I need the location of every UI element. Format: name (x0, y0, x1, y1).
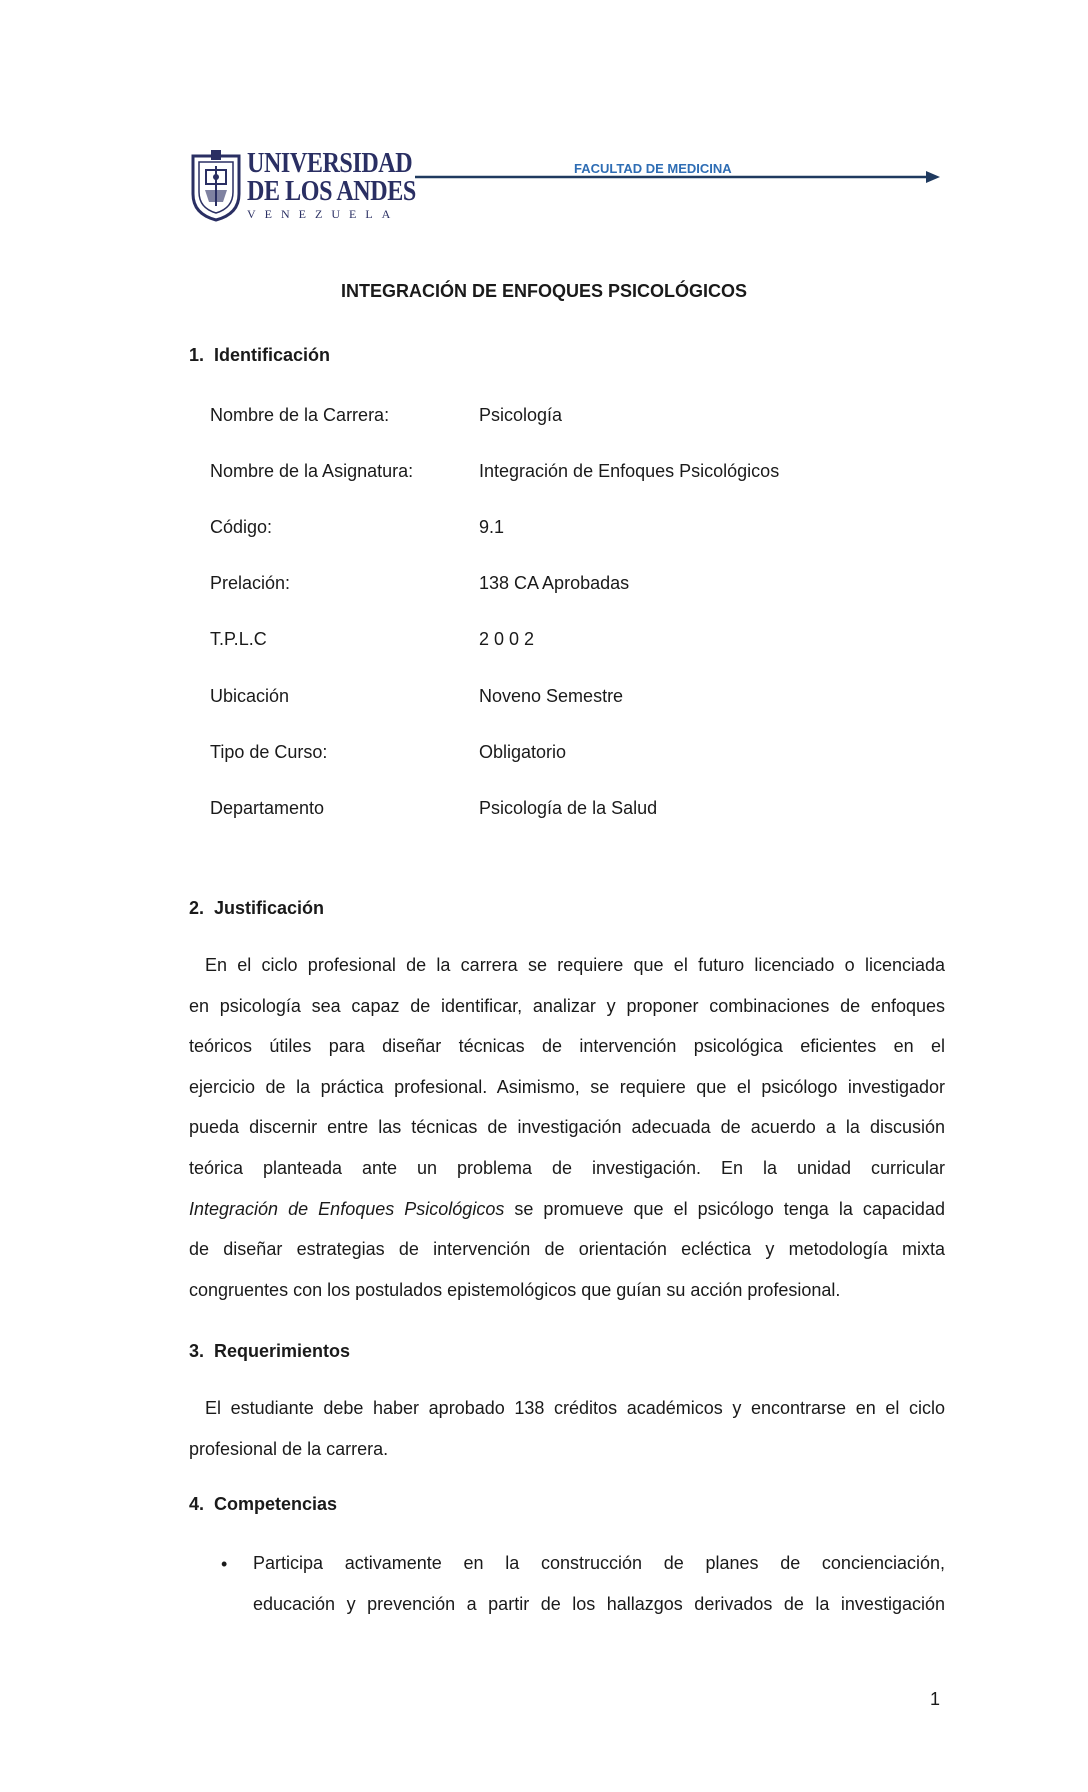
id-value: Noveno Semestre (479, 686, 624, 706)
logo-wordmark-line3: VENEZUELA (247, 207, 400, 221)
paragraph-line (189, 1429, 945, 1470)
paragraph-line (189, 1148, 945, 1189)
line-text: en psicología sea capaz de identificar, analizar y proponer combinaciones de enfoques (189, 995, 945, 1016)
id-label: T.P.L.C (210, 629, 267, 649)
line-text: teórica planteada ante un problema de investigación. En la unidad curricular (189, 1157, 945, 1178)
paragraph-line (189, 945, 945, 986)
page-number: 1 (930, 1689, 941, 1709)
italic-course-name: Integración de Enfoques Psicológicos (189, 1198, 505, 1219)
id-value: 2 0 0 2 (479, 629, 535, 649)
paragraph-line (189, 1026, 945, 1067)
university-logo (189, 148, 416, 224)
section-heading-justification (189, 898, 324, 919)
requirements-paragraph (189, 1388, 945, 1469)
line-text: teóricos útiles para diseñar técnicas de intervención psicológica eficientes en el (189, 1036, 945, 1057)
line-text: congruentes con los postulados epistemológicos que guían su acción profesional. (189, 1279, 841, 1300)
faculty-label: FACULTAD DE MEDICINA (574, 161, 732, 176)
paragraph-line (189, 1229, 945, 1270)
justification-paragraph (189, 945, 945, 1310)
paragraph-line (189, 1107, 945, 1148)
paragraph-line (253, 1543, 945, 1584)
section-number: 2. (189, 898, 205, 918)
line-text: de diseñar estrategias de intervención de orientación ecléctica y metodología mixta (189, 1239, 945, 1260)
logo-wordmark-line2: DE LOS ANDES (247, 176, 416, 207)
paragraph-line (189, 1189, 945, 1230)
paragraph-line (189, 1067, 945, 1108)
id-label: Nombre de la Asignatura: (210, 461, 414, 481)
section-number: 3. (189, 1341, 205, 1361)
id-label: Código: (210, 517, 273, 537)
section-title: Identificación (214, 345, 331, 365)
paragraph-line (253, 1584, 945, 1625)
id-label: Nombre de la Carrera: (210, 405, 390, 425)
line-text: profesional de la carrera. (189, 1438, 389, 1459)
line-text: Participa activamente en la construcción de planes de concienciación, (253, 1553, 945, 1573)
id-value: Psicología (479, 405, 563, 425)
id-label: Prelación: (210, 573, 291, 593)
id-label: Tipo de Curso: (210, 742, 328, 762)
id-value: Psicología de la Salud (479, 798, 658, 818)
header-arrow-icon (415, 170, 940, 184)
section-heading-competencies (189, 1494, 337, 1515)
logo-wordmark-line1: UNIVERSIDAD (247, 148, 413, 179)
competency-item (253, 1543, 945, 1624)
section-heading-requirements (189, 1341, 350, 1362)
paragraph-line (189, 1270, 945, 1311)
section-number: 4. (189, 1494, 205, 1514)
line-text: educación y prevención a partir de los hallazgos derivados de la investigación (253, 1593, 945, 1614)
id-value: 9.1 (479, 517, 505, 537)
line-text: ejercicio de la práctica profesional. Asimismo, se requiere que el psicólogo investigador (189, 1076, 945, 1097)
section-number: 1. (189, 345, 205, 365)
line-text: En el ciclo profesional de la carrera se requiere que el futuro licenciado o licenciada (205, 955, 945, 975)
university-seal-icon (189, 150, 243, 222)
id-label: Departamento (210, 798, 325, 818)
section-title: Competencias (214, 1494, 338, 1514)
id-value: 138 CA Aprobadas (479, 573, 630, 593)
bullet-marker: • (221, 1554, 228, 1574)
section-title: Justificación (214, 898, 325, 918)
section-title: Requerimientos (214, 1341, 351, 1361)
document-title: INTEGRACIÓN DE ENFOQUES PSICOLÓGICOS (340, 281, 748, 301)
line-text: se promueve que el psicólogo tenga la capacidad (514, 1198, 945, 1219)
paragraph-line (189, 986, 945, 1027)
id-label: Ubicación (210, 686, 290, 706)
line-text: pueda discernir entre las técnicas de investigación adecuada de acuerdo a la discusión (189, 1117, 945, 1138)
section-heading-identification (189, 345, 330, 366)
id-value: Obligatorio (479, 742, 567, 762)
line-text: El estudiante debe haber aprobado 138 créditos académicos y encontrarse en el ciclo (205, 1398, 945, 1418)
paragraph-line (189, 1388, 945, 1429)
id-value: Integración de Enfoques Psicológicos (479, 461, 780, 481)
